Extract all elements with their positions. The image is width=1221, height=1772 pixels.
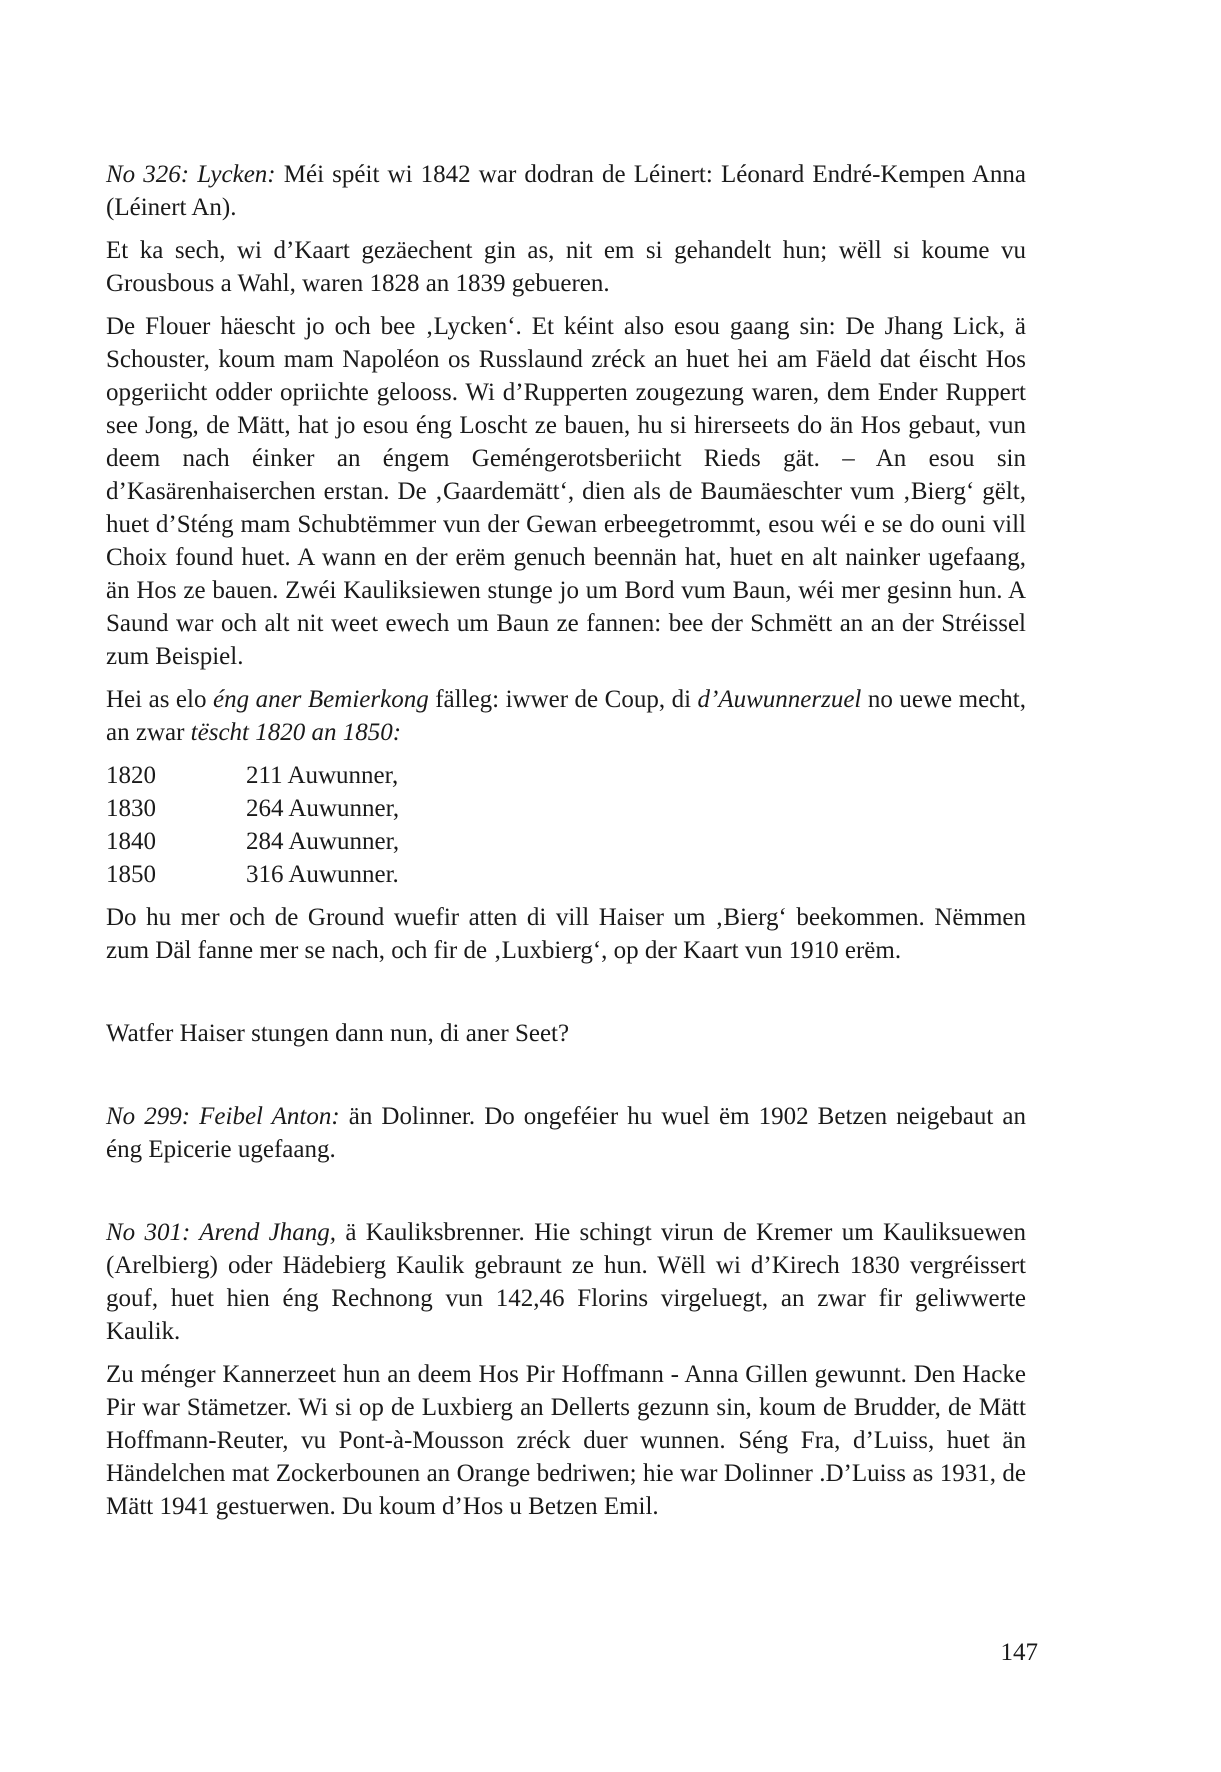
paragraph-map-note: Et ka sech, wi d’Kaart gezäechent gin as, nit em si gehandelt hun; wëll si koume vu Grousbous a Wahl, waren 1828 an 1839 gebueren. [106,237,1026,297]
table-row [106,759,1026,792]
population-cell: 264 Auwunner, [246,795,400,822]
paragraph-houses-reason: Do hu mer och de Ground wuefir atten di vill Haiser um ‚Bierg‘ beekommen. Nëmmen zum Däl fanne mer se nach, och fir de ‚Luxbierg‘, op der Kaart vun 1910 erëm. [106,904,1026,964]
entry-text-326: Méi spéit wi 1842 war dodran de Léinert: Léonard Endré-Kempen Anna (Léinert An). [106,161,1026,221]
emphasis-remark: éng aner Bemierkong [212,686,429,713]
year-cell: 1850 [106,861,156,888]
entry-heading-299: No 299: Feibel Anton: [106,1103,340,1130]
population-cell: 316 Auwunner. [246,861,399,888]
page-number: 147 [1000,1639,1038,1666]
paragraph-no-301 [106,1216,1026,1348]
paragraph-no-299 [106,1100,1026,1166]
table-row [106,858,1026,891]
paragraph-lycken-history: De Flouer häescht jo och bee ‚Lycken‘. Et kéint also esou gaang sin: De Jhang Lick, ä Schouster, koum mam Napoléon os Russlaund zréck an huet hei am Fäeld dat éischt Hos opgeriicht odder opriichte gelooss. Wi d’Rupperten zougezung waren, dem Ender Ruppert see Jong, de Mätt, hat jo esou éng Loscht ze bauen, hu si hirerseets do än Hos gebaut, vun deem nach éinker an éngem Geméngerotsberiicht Rieds gät. – An esou sin d’Kasärenhaiserchen erstan. De ‚Gaardemätt‘, dien als de Baumäeschter vum ‚Bierg‘ gëlt, huet d’Sténg mam Schubtëmmer vun der Gewan erbeegetrommt, esou wéi e se do ouni vill Choix found huet. A wann en der erëm genuch beennän hat, huet en alt nainker ugefaang, än Hos ze bauen. Zwéi Kauliksiewen stunge jo um Bord vum Baun, wéi mer gesinn hun. A Saund war och alt nit weet ewech um Baun ze fannen: bee der Schmëtt an an der Stréissel zum Beispiel. [106,313,1026,670]
paragraph-childhood: Zu ménger Kannerzeet hun an deem Hos Pir Hoffmann - Anna Gillen gewunnt. Den Hacke Pir war Stämetzer. Wi si op de Luxbierg an Dellerts gezunn sin, koum de Brudder, de Mätt Hoffmann-Reuter, vu Pont-à-Mousson zréck duer wunnen. Séng Fra, d’Luiss, huet än Händelchen mat Zockerbounen an Orange bedriwen; hie war Dolinner .D’Luiss as 1931, de Mätt 1941 gestuerwen. Du koum d’Hos u Betzen Emil. [106,1361,1026,1520]
paragraph-population-intro: Hei as elo éng aner Bemierkong fälleg: iwwer de Coup, di d’Auwunnerzuel no uewe mecht, an zwar tëscht 1820 an 1850: [106,686,1026,746]
population-cell: 211 Auwunner, [246,762,399,789]
paragraph-no-326 [106,158,1026,224]
body-text [106,158,1026,1533]
table-row [106,792,1026,825]
entry-heading-301: No 301: Arend Jhang, [106,1219,337,1246]
year-cell: 1840 [106,828,156,855]
population-table [106,759,1026,891]
table-row [106,825,1026,858]
section-question: Watfer Haiser stungen dann nun, di aner Seet? [106,1020,570,1047]
year-cell: 1820 [106,762,156,789]
emphasis-population: d’Auwunnerzuel [697,686,862,713]
entry-heading-326: No 326: Lycken: [106,161,276,188]
population-cell: 284 Auwunner, [246,828,400,855]
entry-text-299: än Dolinner. Do ongeféier hu wuel ëm 1902 Betzen neigebaut an éng Epicerie ugefaang. [106,1103,1026,1163]
year-cell: 1830 [106,795,156,822]
entry-text-301: ä Kauliksbrenner. Hie schingt virun de Kremer um Kauliksuewen (Arelbierg) oder Hädebierg Kaulik gebraunt ze hun. Wëll wi d’Kirech 1830 vergréissert gouf, huet hien éng Rechnong vun 142,46 Florins virgeluegt, an zwar fir geliwwerte Kaulik. [106,1219,1026,1345]
emphasis-period: tëscht 1820 an 1850: [190,719,402,746]
